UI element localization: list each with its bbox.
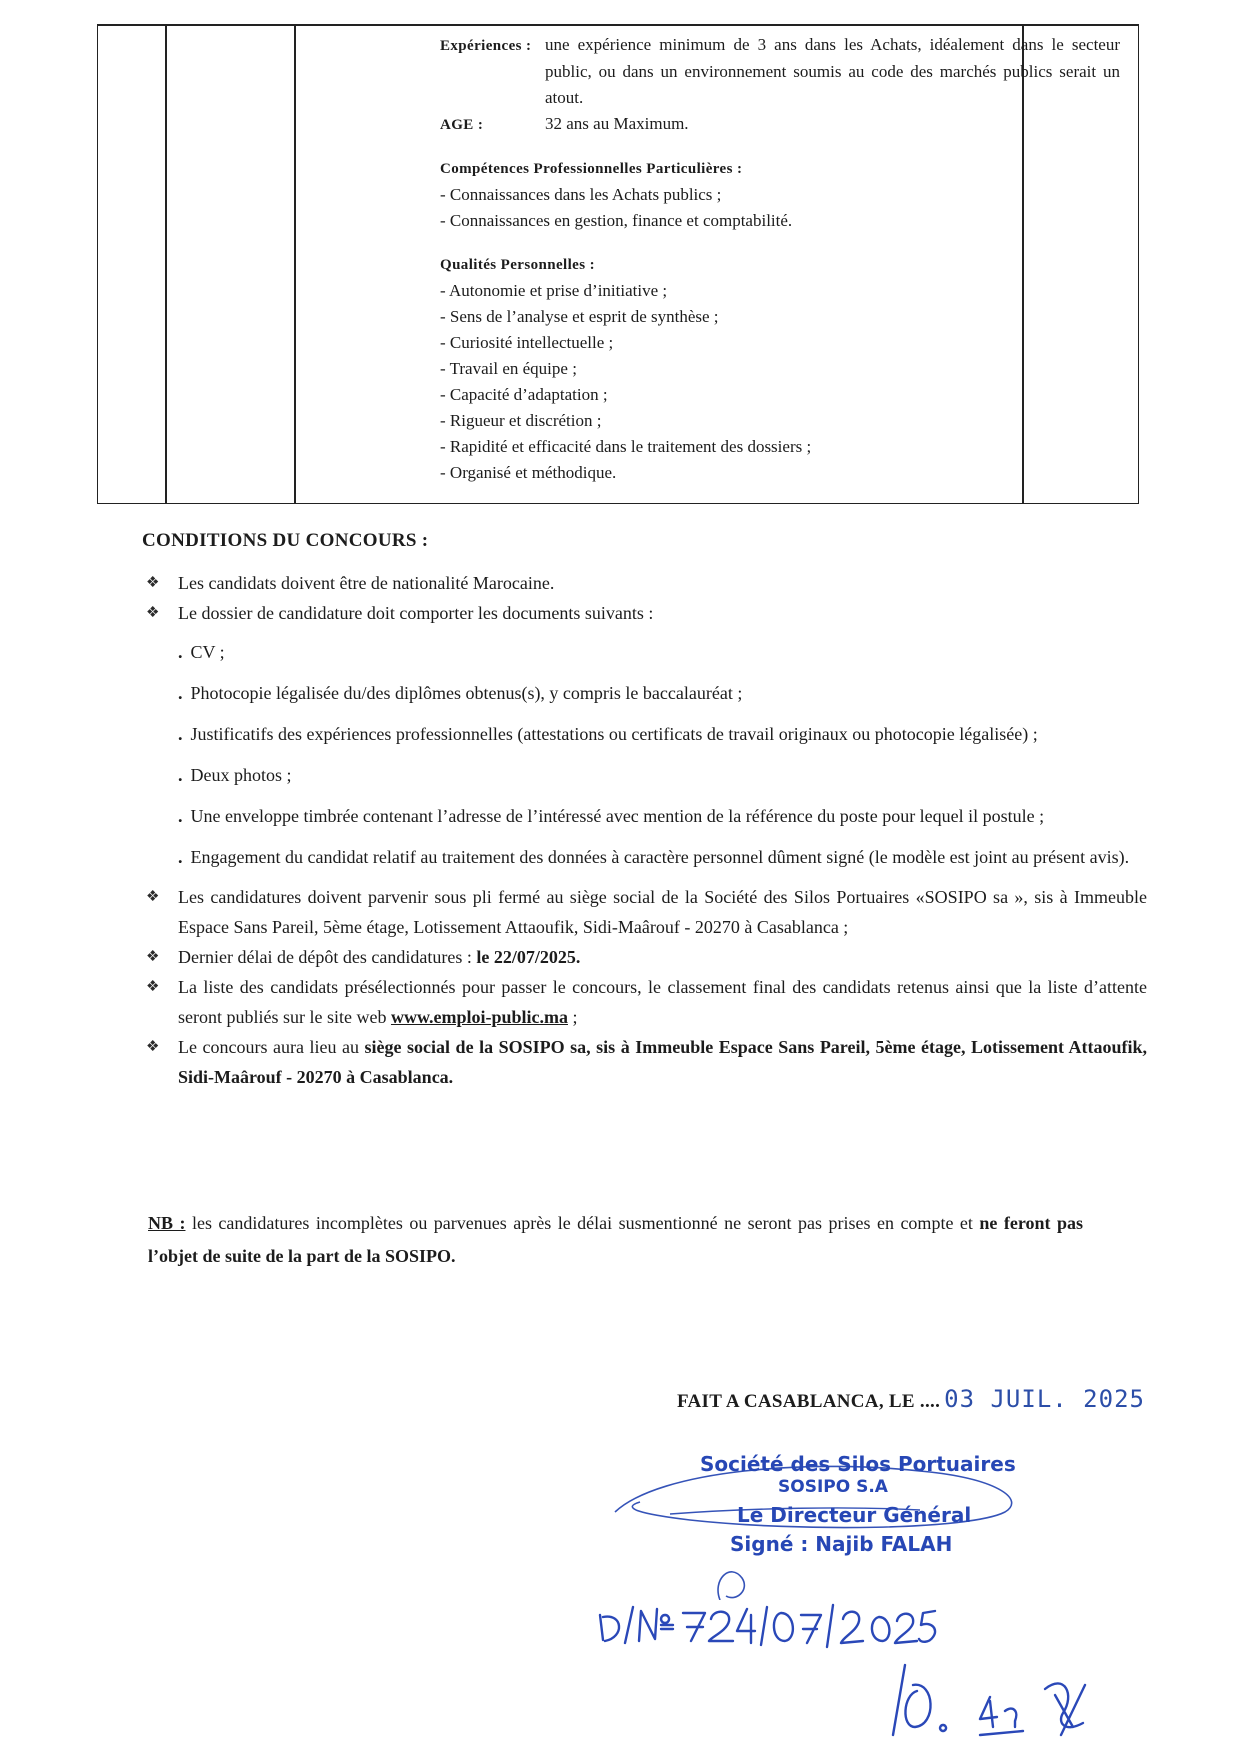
date-stamp: 03 JUIL. 2025 [944, 1385, 1145, 1413]
condition-text: Les candidats doivent être de nationalité Marocaine. [178, 573, 555, 593]
place-date-line [677, 1385, 1145, 1413]
condition-item [142, 942, 1147, 972]
dot-bullet-icon: . [178, 724, 183, 744]
fait-label: FAIT A CASABLANCA, LE .... [677, 1391, 941, 1412]
diamond-bullet-icon: ❖ [146, 949, 160, 965]
document-text: Engagement du candidat relatif au traitement des données à caractère personnel dûment signé (le modèle est joint au présent avis). [190, 847, 1130, 867]
diamond-bullet-icon: ❖ [146, 979, 160, 995]
experience-label: Expériences : [440, 38, 532, 54]
stamp-title: Le Directeur Général [737, 1503, 972, 1527]
diamond-bullet-icon: ❖ [146, 1039, 160, 1055]
condition-text: Dernier délai de dépôt des candidatures : [178, 947, 477, 967]
table-profile-cell [440, 32, 1120, 486]
qualite-item: - Rigueur et discrétion ; [440, 411, 602, 430]
qualites-title: Qualités Personnelles : [440, 257, 596, 273]
diamond-bullet-icon: ❖ [146, 889, 160, 905]
company-stamp [600, 1450, 1030, 1600]
qualite-item: - Sens de l’analyse et esprit de synthèse ; [440, 307, 719, 326]
dot-bullet-icon: . [178, 683, 183, 703]
document-item [142, 758, 1147, 792]
document-text: Deux photos ; [190, 765, 292, 785]
dot-bullet-icon: . [178, 765, 183, 785]
condition-text: La liste des candidats présélectionnés pour passer le concours, le classement final des candidats retenus ainsi que la liste d’attente seront publiés sur le site web [178, 977, 1147, 1027]
table-top-border [98, 24, 1138, 26]
document-item [142, 635, 1147, 669]
document-item [142, 840, 1147, 874]
condition-text: Les candidatures doivent parvenir sous pli fermé au siège social de la Société des Silos Portuaires «SOSIPO sa », sis à Immeuble Espace Sans Pareil, 5ème étage, Lotissement Attaoufik, Sidi-Maârouf - 20270 à Casablanca ; [178, 887, 1147, 937]
condition-item [142, 882, 1147, 942]
diamond-bullet-icon: ❖ [146, 605, 160, 621]
conditions-section [142, 530, 1147, 1092]
website-link[interactable]: www.emploi-public.ma [390, 1007, 568, 1027]
nb-label: NB : [148, 1213, 186, 1233]
dot-bullet-icon: . [178, 642, 183, 662]
document-item [142, 676, 1147, 710]
document-text: Justificatifs des expériences professionnelles (attestations ou certificats de travail originaux ou photocopie légalisée) ; [190, 724, 1038, 744]
nb-note [148, 1207, 1083, 1273]
table-col-divider [294, 24, 296, 503]
stamp-signatory: Signé : Najib FALAH [730, 1532, 953, 1556]
handwritten-reference [595, 1585, 1215, 1750]
dot-bullet-icon: . [178, 806, 183, 826]
competence-item: - Connaissances dans les Achats publics ; [440, 185, 722, 204]
nb-text: les candidatures incomplètes ou parvenues après le délai susmentionné ne seront pas prises en compte et [185, 1213, 980, 1233]
condition-item [142, 972, 1147, 1032]
job-table [97, 24, 1139, 504]
location-text: siège social de la SOSIPO sa, sis à Immeuble Espace Sans Pareil, 5ème étage, Lotissement Attaoufik, Sidi-Maârouf - 20270 à Casablanca. [178, 1037, 1147, 1087]
qualite-item: - Curiosité intellectuelle ; [440, 333, 614, 352]
condition-text: Le concours aura lieu au [178, 1037, 365, 1057]
deadline-date: le 22/07/2025. [476, 947, 581, 967]
condition-item [142, 598, 1147, 628]
conditions-title: CONDITIONS DU CONCOURS : [142, 530, 429, 551]
dot-bullet-icon: . [178, 847, 183, 867]
age-label: AGE : [440, 117, 484, 133]
diamond-bullet-icon: ❖ [146, 575, 160, 591]
table-col-divider [165, 24, 167, 503]
condition-text: Le dossier de candidature doit comporter les documents suivants : [178, 603, 654, 623]
condition-item [142, 1032, 1147, 1092]
qualite-item: - Rapidité et efficacité dans le traitement des dossiers ; [440, 437, 812, 456]
qualite-item: - Capacité d’adaptation ; [440, 385, 608, 404]
qualite-item: - Travail en équipe ; [440, 359, 577, 378]
stamp-company-name: Société des Silos Portuaires [700, 1452, 1016, 1476]
condition-item [142, 568, 1147, 598]
document-item [142, 799, 1147, 833]
age-text: 32 ans au Maximum. [545, 114, 689, 133]
competences-section [440, 156, 1120, 234]
qualite-item: - Organisé et méthodique. [440, 463, 617, 482]
competence-item: - Connaissances en gestion, finance et comptabilité. [440, 211, 793, 230]
qualites-section [440, 252, 1120, 486]
document-item [142, 717, 1147, 751]
experience-row [440, 32, 1120, 111]
experience-text: une expérience minimum de 3 ans dans les Achats, idéalement dans le secteur public, ou dans un environnement soumis au code des marchés publics serait un atout. [545, 35, 1120, 107]
competences-title: Compétences Professionnelles Particulières : [440, 161, 743, 177]
condition-text: ; [567, 1007, 578, 1027]
document-text: CV ; [190, 642, 225, 662]
document-text: Photocopie légalisée du/des diplômes obtenus(s), y compris le baccalauréat ; [190, 683, 743, 703]
age-row [440, 111, 1120, 138]
stamp-company-code: SOSIPO S.A [778, 1477, 888, 1497]
document-text: Une enveloppe timbrée contenant l’adresse de l’intéressé avec mention de la référence du poste pour lequel il postule ; [190, 806, 1045, 826]
qualite-item: - Autonomie et prise d’initiative ; [440, 281, 668, 300]
nb-bold-text: ne feront pas l’objet de suite de la part de la SOSIPO. [148, 1213, 1084, 1266]
